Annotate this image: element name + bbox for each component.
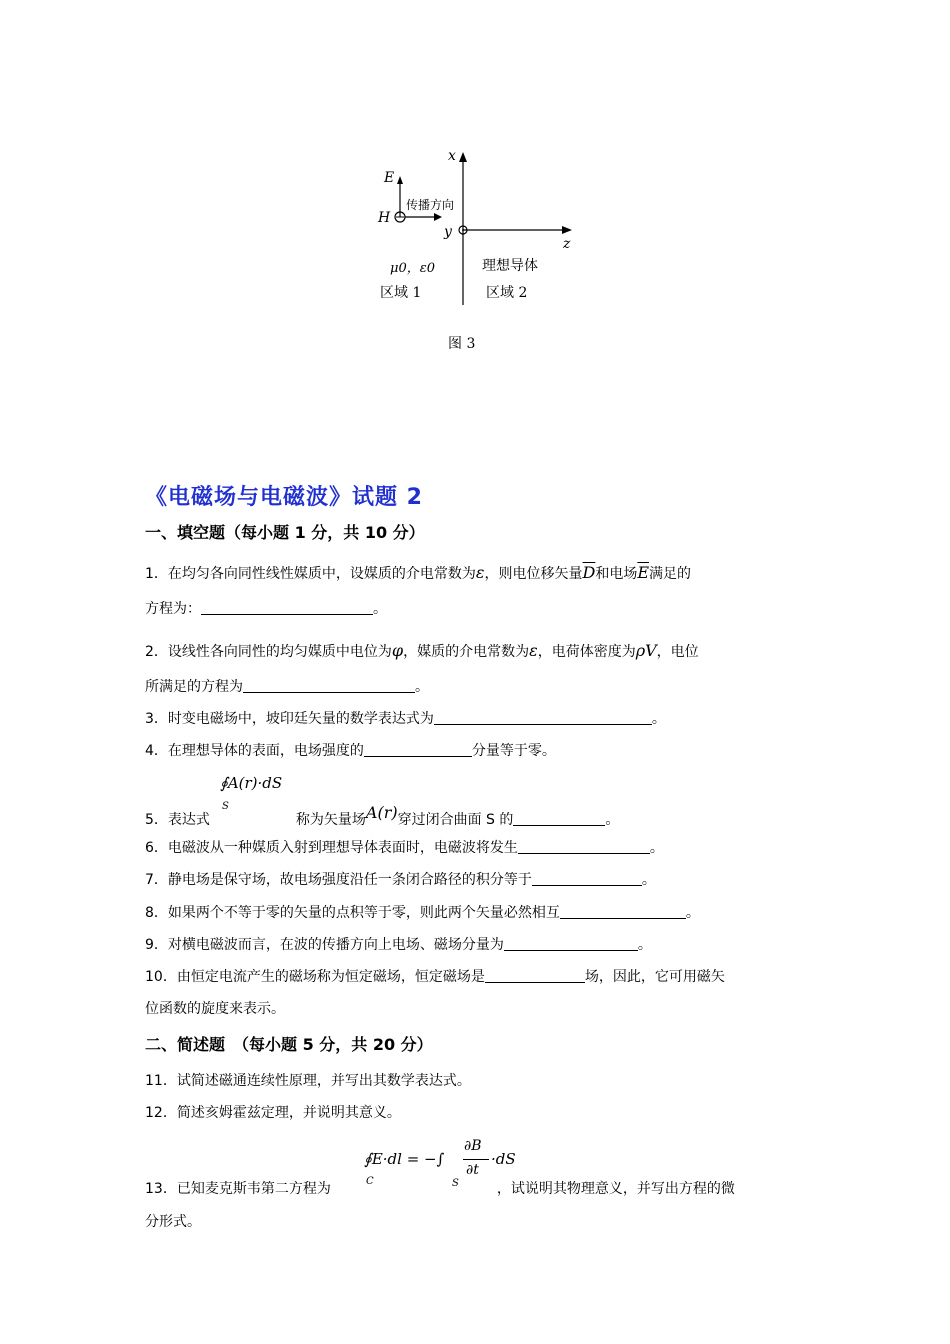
q13-frac-bar: [463, 1159, 489, 1160]
question-7: 7．静电场是保守场，故电场强度沿任一条闭合路径的积分等于 。: [145, 872, 656, 888]
question-9: 9．对横电磁波而言，在波的传播方向上电场、磁场分量为 。: [145, 937, 652, 953]
propagation-label: 传播方向: [406, 198, 455, 212]
question-5: 5．表达式 称为矢量场A(r)穿过闭合曲面 S 的 。: [145, 803, 620, 828]
region2-label: 区域 2: [486, 285, 528, 301]
q13-formula-right: ·dS: [491, 1150, 516, 1168]
axis-y-label: y: [444, 224, 452, 240]
figure-3: [360, 140, 600, 310]
q13-formula-left: ∮E·dl = −∫: [364, 1150, 445, 1168]
q10-blank[interactable]: [485, 968, 585, 983]
q8-blank[interactable]: [560, 904, 686, 919]
q1-blank[interactable]: [201, 600, 373, 615]
question-10-line2: 位函数的旋度来表示。: [145, 1001, 285, 1017]
exam-title: 《电磁场与电磁波》试题 2: [145, 485, 423, 510]
q5-integral-subscript: S: [222, 801, 229, 812]
question-3: 3．时变电磁场中，坡印廷矢量的数学表达式为 。: [145, 711, 666, 727]
question-13-line1: 13．已知麦克斯韦第二方程为 ，试说明其物理意义，并写出方程的微: [145, 1181, 735, 1197]
figure-caption: 图 3: [448, 336, 476, 352]
q5-integral-formula: ∮A(r)·dS: [220, 774, 283, 792]
q13-sub-c: C: [366, 1176, 374, 1187]
question-6: 6．电磁波从一种媒质入射到理想导体表面时，电磁波将发生 。: [145, 840, 664, 856]
question-2-line1: 2．设线性各向同性的均匀媒质中电位为φ，媒质的介电常数为ε，电荷体密度为ρV，电位: [145, 641, 699, 660]
q13-sub-s: S: [452, 1178, 459, 1189]
q9-blank[interactable]: [504, 936, 638, 951]
question-10-line1: 10．由恒定电流产生的磁场称为恒定磁场，恒定磁场是 场，因此，它可用磁矢: [145, 969, 725, 985]
q4-blank[interactable]: [364, 742, 472, 757]
q7-blank[interactable]: [532, 871, 642, 886]
question-13-line2: 分形式。: [145, 1214, 201, 1230]
section1-heading: 一、填空题（每小题 1 分，共 10 分）: [145, 523, 425, 542]
h-vector-label: H: [378, 210, 391, 226]
region1-label: 区域 1: [380, 285, 422, 301]
question-11: 11．试简述磁通连续性原理，并写出其数学表达式。: [145, 1073, 471, 1089]
question-8: 8．如果两个不等于零的矢量的点积等于零，则此两个矢量必然相互 。: [145, 905, 700, 921]
q3-blank[interactable]: [434, 710, 652, 725]
e-vector-label: E: [384, 170, 395, 186]
axis-z-label: z: [563, 236, 571, 252]
question-2-line2: 所满足的方程为 。: [145, 679, 429, 695]
axis-x-label: x: [448, 148, 456, 164]
question-1-line2: 方程为： 。: [145, 601, 387, 617]
q6-blank[interactable]: [518, 839, 650, 854]
section2-heading: 二、简述题 （每小题 5 分，共 20 分）: [145, 1035, 433, 1054]
q13-frac-den: ∂t: [466, 1162, 479, 1178]
q5-blank[interactable]: [513, 811, 605, 826]
q2-blank[interactable]: [243, 678, 415, 693]
q13-frac-num: ∂B: [464, 1138, 482, 1154]
medium-label: μ0，ε0: [390, 261, 435, 276]
question-1-line1: 1．在均匀各向同性线性媒质中，设媒质的介电常数为ε，则电位移矢量$\overline{D}$和电场$\overline{E}$满足的: [145, 563, 692, 582]
conductor-label: 理想导体: [482, 258, 538, 274]
question-4: 4．在理想导体的表面，电场强度的 分量等于零。: [145, 743, 556, 759]
question-12: 12．简述亥姆霍兹定理，并说明其意义。: [145, 1105, 401, 1121]
